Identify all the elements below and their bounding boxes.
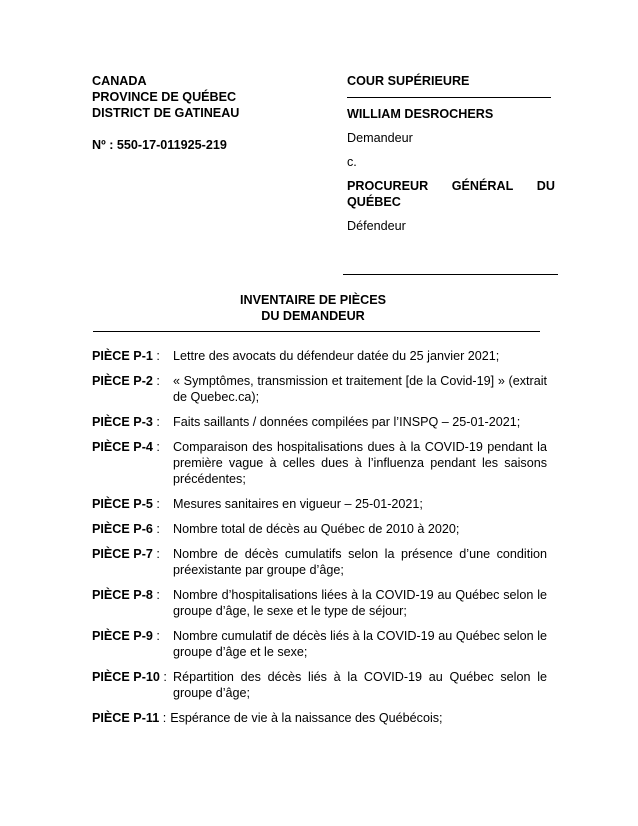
exhibit-item xyxy=(92,521,547,537)
exhibit-item xyxy=(92,546,547,578)
exhibit-description: Répartition des décès liés à la COVID-19 au Québec selon le groupe d’âge; xyxy=(173,670,547,700)
plaintiff-name: WILLIAM DESROCHERS xyxy=(347,107,494,121)
exhibit-description: Espérance de vie à la naissance des Québécois; xyxy=(170,711,443,725)
exhibit-label: PIÈCE P-6 : xyxy=(92,522,160,536)
exhibit-item xyxy=(92,348,547,364)
title-divider xyxy=(93,331,540,332)
versus: c. xyxy=(347,155,357,169)
exhibit-label: PIÈCE P-10 : xyxy=(92,670,167,684)
exhibit-description: Comparaison des hospitalisations dues à la COVID-19 pendant la première vague à celles dues à l’influenza pendant les saisons précédentes; xyxy=(173,440,547,486)
document-title: INVENTAIRE DE PIÈCES DU DEMANDEUR xyxy=(239,293,387,323)
exhibit-item xyxy=(92,628,547,660)
exhibit-label: PIÈCE P-2 : xyxy=(92,374,160,388)
exhibit-item xyxy=(92,710,547,726)
exhibit-item xyxy=(92,439,547,487)
exhibit-description: Nombre cumulatif de décès liés à la COVID-19 au Québec selon le groupe d’âge et le sexe; xyxy=(173,629,547,659)
court-name: COUR SUPÉRIEURE xyxy=(347,74,470,88)
exhibit-label: PIÈCE P-4 : xyxy=(92,440,160,454)
plaintiff-role: Demandeur xyxy=(347,131,413,145)
exhibit-description: « Symptômes, transmission et traitement [de la Covid-19] » (extrait de Quebec.ca); xyxy=(173,374,547,404)
exhibit-description: Nombre total de décès au Québec de 2010 à 2020; xyxy=(173,522,460,536)
exhibit-description: Lettre des avocats du défendeur datée du 25 janvier 2021; xyxy=(173,349,500,363)
exhibit-list xyxy=(92,348,547,735)
exhibit-label: PIÈCE P-11 : xyxy=(92,711,167,725)
exhibit-description: Nombre de décès cumulatifs selon la présence d’une condition préexistante par groupe d’âge; xyxy=(173,547,547,577)
defendant-name-line2: QUÉBEC xyxy=(347,195,401,209)
jurisdiction-block xyxy=(92,73,312,153)
exhibit-item xyxy=(92,414,547,430)
country: CANADA xyxy=(92,74,147,88)
exhibit-label: PIÈCE P-3 : xyxy=(92,415,160,429)
defendant-role: Défendeur xyxy=(347,219,406,233)
parties-divider xyxy=(343,274,558,275)
exhibit-item xyxy=(92,373,547,405)
exhibit-description: Nombre d’hospitalisations liées à la COVID-19 au Québec selon le groupe d’âge, le sexe et le type de séjour; xyxy=(173,588,547,618)
parties-block xyxy=(347,73,555,234)
exhibit-label: PIÈCE P-5 : xyxy=(92,497,160,511)
exhibit-label: PIÈCE P-1 : xyxy=(92,349,160,363)
district: DISTRICT DE GATINEAU xyxy=(92,106,240,120)
exhibit-item xyxy=(92,587,547,619)
defendant-name-line1: PROCUREUR GÉNÉRAL DU xyxy=(347,179,555,193)
province: PROVINCE DE QUÉBEC xyxy=(92,90,237,104)
exhibit-label: PIÈCE P-9 : xyxy=(92,629,160,643)
exhibit-label: PIÈCE P-8 : xyxy=(92,588,160,602)
case-number: Nº : 550-17-011925-219 xyxy=(92,138,227,152)
exhibit-item xyxy=(92,669,547,701)
exhibit-description: Faits saillants / données compilées par l’INSPQ – 25-01-2021; xyxy=(173,415,521,429)
exhibit-item xyxy=(92,496,547,512)
exhibit-description: Mesures sanitaires en vigueur – 25-01-2021; xyxy=(173,497,423,511)
exhibit-label: PIÈCE P-7 : xyxy=(92,547,160,561)
